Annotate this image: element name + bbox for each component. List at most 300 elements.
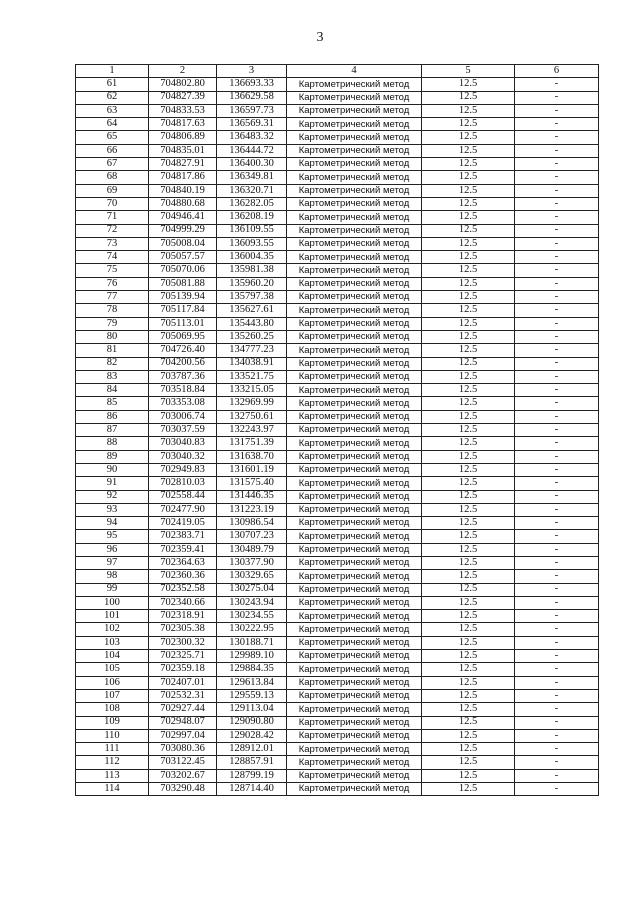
- x-coordinate-cell: 703787.36: [149, 370, 217, 383]
- note-cell: -: [515, 118, 599, 131]
- note-cell: -: [515, 743, 599, 756]
- accuracy-cell: 12.5: [422, 304, 515, 317]
- table-row: [76, 304, 599, 317]
- accuracy-cell: 12.5: [422, 676, 515, 689]
- note-cell: -: [515, 104, 599, 117]
- method-cell: Картометрический метод: [287, 596, 422, 609]
- note-cell: -: [515, 144, 599, 157]
- note-cell: -: [515, 530, 599, 543]
- point-number-cell: 74: [76, 251, 149, 264]
- point-number-cell: 104: [76, 650, 149, 663]
- point-number-cell: 94: [76, 517, 149, 530]
- method-cell: Картометрический метод: [287, 543, 422, 556]
- table-row: [76, 729, 599, 742]
- accuracy-cell: 12.5: [422, 370, 515, 383]
- accuracy-cell: 12.5: [422, 78, 515, 91]
- x-coordinate-cell: 702383.71: [149, 530, 217, 543]
- y-coordinate-cell: 130275.04: [217, 583, 287, 596]
- table-row: [76, 503, 599, 516]
- y-coordinate-cell: 135627.61: [217, 304, 287, 317]
- table-row: [76, 197, 599, 210]
- y-coordinate-cell: 130222.95: [217, 623, 287, 636]
- x-coordinate-cell: 705117.84: [149, 304, 217, 317]
- y-coordinate-cell: 131446.35: [217, 490, 287, 503]
- method-cell: Картометрический метод: [287, 530, 422, 543]
- method-cell: Картометрический метод: [287, 104, 422, 117]
- point-number-cell: 100: [76, 596, 149, 609]
- method-cell: Картометрический метод: [287, 783, 422, 796]
- point-number-cell: 66: [76, 144, 149, 157]
- x-coordinate-cell: 704817.86: [149, 171, 217, 184]
- accuracy-cell: 12.5: [422, 703, 515, 716]
- note-cell: -: [515, 211, 599, 224]
- x-coordinate-cell: 704835.01: [149, 144, 217, 157]
- point-number-cell: 93: [76, 503, 149, 516]
- method-cell: Картометрический метод: [287, 676, 422, 689]
- accuracy-cell: 12.5: [422, 330, 515, 343]
- accuracy-cell: 12.5: [422, 490, 515, 503]
- point-number-cell: 83: [76, 370, 149, 383]
- y-coordinate-cell: 136093.55: [217, 237, 287, 250]
- point-number-cell: 102: [76, 623, 149, 636]
- method-cell: Картометрический метод: [287, 703, 422, 716]
- note-cell: -: [515, 703, 599, 716]
- x-coordinate-cell: 703122.45: [149, 756, 217, 769]
- table-row: [76, 463, 599, 476]
- method-cell: Картометрический метод: [287, 317, 422, 330]
- note-cell: -: [515, 437, 599, 450]
- method-cell: Картометрический метод: [287, 78, 422, 91]
- x-coordinate-cell: 703353.08: [149, 397, 217, 410]
- method-cell: Картометрический метод: [287, 410, 422, 423]
- point-number-cell: 61: [76, 78, 149, 91]
- note-cell: -: [515, 237, 599, 250]
- table-row: [76, 397, 599, 410]
- point-number-cell: 98: [76, 570, 149, 583]
- column-header-4: 4: [287, 65, 422, 78]
- accuracy-cell: 12.5: [422, 104, 515, 117]
- accuracy-cell: 12.5: [422, 410, 515, 423]
- table-row: [76, 264, 599, 277]
- point-number-cell: 65: [76, 131, 149, 144]
- accuracy-cell: 12.5: [422, 689, 515, 702]
- x-coordinate-cell: 705069.95: [149, 330, 217, 343]
- method-cell: Картометрический метод: [287, 344, 422, 357]
- column-header-3: 3: [217, 65, 287, 78]
- accuracy-cell: 12.5: [422, 623, 515, 636]
- y-coordinate-cell: 136444.72: [217, 144, 287, 157]
- point-number-cell: 85: [76, 397, 149, 410]
- table-row: [76, 716, 599, 729]
- point-number-cell: 77: [76, 291, 149, 304]
- table-row: [76, 703, 599, 716]
- x-coordinate-cell: 703040.32: [149, 450, 217, 463]
- y-coordinate-cell: 129613.84: [217, 676, 287, 689]
- method-cell: Картометрический метод: [287, 224, 422, 237]
- point-number-cell: 99: [76, 583, 149, 596]
- method-cell: Картометрический метод: [287, 689, 422, 702]
- table-header: [76, 65, 599, 78]
- accuracy-cell: 12.5: [422, 131, 515, 144]
- accuracy-cell: 12.5: [422, 344, 515, 357]
- x-coordinate-cell: 702407.01: [149, 676, 217, 689]
- method-cell: Картометрический метод: [287, 556, 422, 569]
- y-coordinate-cell: 130329.65: [217, 570, 287, 583]
- method-cell: Картометрический метод: [287, 477, 422, 490]
- x-coordinate-cell: 702997.04: [149, 729, 217, 742]
- method-cell: Картометрический метод: [287, 370, 422, 383]
- point-number-cell: 111: [76, 743, 149, 756]
- note-cell: -: [515, 583, 599, 596]
- table-row: [76, 689, 599, 702]
- y-coordinate-cell: 136693.33: [217, 78, 287, 91]
- note-cell: -: [515, 756, 599, 769]
- point-number-cell: 88: [76, 437, 149, 450]
- point-number-cell: 91: [76, 477, 149, 490]
- y-coordinate-cell: 135260.25: [217, 330, 287, 343]
- accuracy-cell: 12.5: [422, 91, 515, 104]
- table-row: [76, 330, 599, 343]
- y-coordinate-cell: 136569.31: [217, 118, 287, 131]
- table-row: [76, 583, 599, 596]
- y-coordinate-cell: 135443.80: [217, 317, 287, 330]
- method-cell: Картометрический метод: [287, 144, 422, 157]
- x-coordinate-cell: 704817.63: [149, 118, 217, 131]
- method-cell: Картометрический метод: [287, 503, 422, 516]
- x-coordinate-cell: 705139.94: [149, 291, 217, 304]
- note-cell: -: [515, 197, 599, 210]
- method-cell: Картометрический метод: [287, 184, 422, 197]
- x-coordinate-cell: 703518.84: [149, 384, 217, 397]
- column-header-1: 1: [76, 65, 149, 78]
- note-cell: -: [515, 477, 599, 490]
- accuracy-cell: 12.5: [422, 663, 515, 676]
- note-cell: -: [515, 91, 599, 104]
- accuracy-cell: 12.5: [422, 118, 515, 131]
- method-cell: Картометрический метод: [287, 171, 422, 184]
- accuracy-cell: 12.5: [422, 424, 515, 437]
- y-coordinate-cell: 136629.58: [217, 91, 287, 104]
- x-coordinate-cell: 705113.01: [149, 317, 217, 330]
- note-cell: -: [515, 610, 599, 623]
- note-cell: -: [515, 384, 599, 397]
- accuracy-cell: 12.5: [422, 463, 515, 476]
- table-row: [76, 783, 599, 796]
- x-coordinate-cell: 702810.03: [149, 477, 217, 490]
- x-coordinate-cell: 704833.53: [149, 104, 217, 117]
- point-number-cell: 95: [76, 530, 149, 543]
- accuracy-cell: 12.5: [422, 197, 515, 210]
- note-cell: -: [515, 676, 599, 689]
- table-row: [76, 171, 599, 184]
- accuracy-cell: 12.5: [422, 184, 515, 197]
- note-cell: -: [515, 636, 599, 649]
- table-row: [76, 543, 599, 556]
- table-row: [76, 676, 599, 689]
- y-coordinate-cell: 136320.71: [217, 184, 287, 197]
- point-number-cell: 80: [76, 330, 149, 343]
- point-number-cell: 70: [76, 197, 149, 210]
- x-coordinate-cell: 702340.66: [149, 596, 217, 609]
- table-row: [76, 437, 599, 450]
- method-cell: Картометрический метод: [287, 729, 422, 742]
- coordinates-table: [75, 64, 599, 796]
- header-row: [76, 65, 599, 78]
- y-coordinate-cell: 135797.38: [217, 291, 287, 304]
- accuracy-cell: 12.5: [422, 543, 515, 556]
- method-cell: Картометрический метод: [287, 636, 422, 649]
- accuracy-cell: 12.5: [422, 596, 515, 609]
- accuracy-cell: 12.5: [422, 144, 515, 157]
- method-cell: Картометрический метод: [287, 357, 422, 370]
- x-coordinate-cell: 704200.56: [149, 357, 217, 370]
- table-row: [76, 184, 599, 197]
- y-coordinate-cell: 134777.23: [217, 344, 287, 357]
- point-number-cell: 114: [76, 783, 149, 796]
- x-coordinate-cell: 702927.44: [149, 703, 217, 716]
- y-coordinate-cell: 136282.05: [217, 197, 287, 210]
- note-cell: -: [515, 729, 599, 742]
- table-row: [76, 570, 599, 583]
- y-coordinate-cell: 130489.79: [217, 543, 287, 556]
- point-number-cell: 78: [76, 304, 149, 317]
- table-row: [76, 663, 599, 676]
- y-coordinate-cell: 129028.42: [217, 729, 287, 742]
- method-cell: Картометрический метод: [287, 517, 422, 530]
- table-row: [76, 251, 599, 264]
- accuracy-cell: 12.5: [422, 716, 515, 729]
- x-coordinate-cell: 702360.36: [149, 570, 217, 583]
- method-cell: Картометрический метод: [287, 291, 422, 304]
- y-coordinate-cell: 131223.19: [217, 503, 287, 516]
- point-number-cell: 112: [76, 756, 149, 769]
- x-coordinate-cell: 704999.29: [149, 224, 217, 237]
- table-row: [76, 291, 599, 304]
- y-coordinate-cell: 130243.94: [217, 596, 287, 609]
- note-cell: -: [515, 224, 599, 237]
- x-coordinate-cell: 702532.31: [149, 689, 217, 702]
- method-cell: Картометрический метод: [287, 330, 422, 343]
- table-row: [76, 158, 599, 171]
- point-number-cell: 73: [76, 237, 149, 250]
- y-coordinate-cell: 129884.35: [217, 663, 287, 676]
- note-cell: -: [515, 769, 599, 782]
- accuracy-cell: 12.5: [422, 211, 515, 224]
- x-coordinate-cell: 704827.91: [149, 158, 217, 171]
- note-cell: -: [515, 277, 599, 290]
- note-cell: -: [515, 131, 599, 144]
- method-cell: Картометрический метод: [287, 650, 422, 663]
- method-cell: Картометрический метод: [287, 490, 422, 503]
- point-number-cell: 69: [76, 184, 149, 197]
- accuracy-cell: 12.5: [422, 277, 515, 290]
- accuracy-cell: 12.5: [422, 583, 515, 596]
- x-coordinate-cell: 705057.57: [149, 251, 217, 264]
- x-coordinate-cell: 702300.32: [149, 636, 217, 649]
- table-row: [76, 450, 599, 463]
- table-row: [76, 144, 599, 157]
- y-coordinate-cell: 131601.19: [217, 463, 287, 476]
- y-coordinate-cell: 136208.19: [217, 211, 287, 224]
- x-coordinate-cell: 702359.41: [149, 543, 217, 556]
- accuracy-cell: 12.5: [422, 517, 515, 530]
- method-cell: Картометрический метод: [287, 756, 422, 769]
- accuracy-cell: 12.5: [422, 503, 515, 516]
- x-coordinate-cell: 702352.58: [149, 583, 217, 596]
- point-number-cell: 81: [76, 344, 149, 357]
- method-cell: Картометрический метод: [287, 610, 422, 623]
- table-row: [76, 623, 599, 636]
- accuracy-cell: 12.5: [422, 158, 515, 171]
- table-row: [76, 370, 599, 383]
- method-cell: Картометрический метод: [287, 397, 422, 410]
- point-number-cell: 87: [76, 424, 149, 437]
- accuracy-cell: 12.5: [422, 769, 515, 782]
- x-coordinate-cell: 702325.71: [149, 650, 217, 663]
- note-cell: -: [515, 291, 599, 304]
- x-coordinate-cell: 705070.06: [149, 264, 217, 277]
- method-cell: Картометрический метод: [287, 424, 422, 437]
- table-row: [76, 91, 599, 104]
- y-coordinate-cell: 128912.01: [217, 743, 287, 756]
- x-coordinate-cell: 704806.89: [149, 131, 217, 144]
- method-cell: Картометрический метод: [287, 304, 422, 317]
- note-cell: -: [515, 251, 599, 264]
- note-cell: -: [515, 783, 599, 796]
- accuracy-cell: 12.5: [422, 556, 515, 569]
- y-coordinate-cell: 136400.30: [217, 158, 287, 171]
- x-coordinate-cell: 704827.39: [149, 91, 217, 104]
- accuracy-cell: 12.5: [422, 530, 515, 543]
- note-cell: -: [515, 556, 599, 569]
- accuracy-cell: 12.5: [422, 650, 515, 663]
- x-coordinate-cell: 703006.74: [149, 410, 217, 423]
- page-number: 3: [316, 30, 324, 45]
- x-coordinate-cell: 704726.40: [149, 344, 217, 357]
- x-coordinate-cell: 705008.04: [149, 237, 217, 250]
- table-row: [76, 410, 599, 423]
- point-number-cell: 97: [76, 556, 149, 569]
- y-coordinate-cell: 132243.97: [217, 424, 287, 437]
- accuracy-cell: 12.5: [422, 610, 515, 623]
- method-cell: Картометрический метод: [287, 251, 422, 264]
- point-number-cell: 63: [76, 104, 149, 117]
- note-cell: -: [515, 78, 599, 91]
- note-cell: -: [515, 424, 599, 437]
- x-coordinate-cell: 702305.38: [149, 623, 217, 636]
- accuracy-cell: 12.5: [422, 783, 515, 796]
- note-cell: -: [515, 490, 599, 503]
- note-cell: -: [515, 357, 599, 370]
- y-coordinate-cell: 133521.75: [217, 370, 287, 383]
- accuracy-cell: 12.5: [422, 384, 515, 397]
- y-coordinate-cell: 130707.23: [217, 530, 287, 543]
- accuracy-cell: 12.5: [422, 756, 515, 769]
- method-cell: Картометрический метод: [287, 437, 422, 450]
- x-coordinate-cell: 704946.41: [149, 211, 217, 224]
- method-cell: Картометрический метод: [287, 118, 422, 131]
- accuracy-cell: 12.5: [422, 251, 515, 264]
- column-header-6: 6: [515, 65, 599, 78]
- accuracy-cell: 12.5: [422, 450, 515, 463]
- point-number-cell: 82: [76, 357, 149, 370]
- point-number-cell: 71: [76, 211, 149, 224]
- method-cell: Картометрический метод: [287, 91, 422, 104]
- table-row: [76, 477, 599, 490]
- point-number-cell: 79: [76, 317, 149, 330]
- point-number-cell: 113: [76, 769, 149, 782]
- point-number-cell: 62: [76, 91, 149, 104]
- x-coordinate-cell: 703037.59: [149, 424, 217, 437]
- point-number-cell: 72: [76, 224, 149, 237]
- x-coordinate-cell: 702359.18: [149, 663, 217, 676]
- point-number-cell: 89: [76, 450, 149, 463]
- y-coordinate-cell: 133215.05: [217, 384, 287, 397]
- note-cell: -: [515, 370, 599, 383]
- note-cell: -: [515, 158, 599, 171]
- point-number-cell: 75: [76, 264, 149, 277]
- accuracy-cell: 12.5: [422, 743, 515, 756]
- note-cell: -: [515, 596, 599, 609]
- y-coordinate-cell: 132969.99: [217, 397, 287, 410]
- y-coordinate-cell: 135981.38: [217, 264, 287, 277]
- table-row: [76, 650, 599, 663]
- table-row: [76, 277, 599, 290]
- y-coordinate-cell: 135960.20: [217, 277, 287, 290]
- method-cell: Картометрический метод: [287, 743, 422, 756]
- point-number-cell: 64: [76, 118, 149, 131]
- x-coordinate-cell: 705081.88: [149, 277, 217, 290]
- point-number-cell: 92: [76, 490, 149, 503]
- point-number-cell: 103: [76, 636, 149, 649]
- point-number-cell: 84: [76, 384, 149, 397]
- x-coordinate-cell: 702318.91: [149, 610, 217, 623]
- note-cell: -: [515, 503, 599, 516]
- note-cell: -: [515, 570, 599, 583]
- table-row: [76, 636, 599, 649]
- y-coordinate-cell: 128714.40: [217, 783, 287, 796]
- point-number-cell: 108: [76, 703, 149, 716]
- accuracy-cell: 12.5: [422, 357, 515, 370]
- note-cell: -: [515, 543, 599, 556]
- accuracy-cell: 12.5: [422, 636, 515, 649]
- point-number-cell: 90: [76, 463, 149, 476]
- x-coordinate-cell: 704840.19: [149, 184, 217, 197]
- x-coordinate-cell: 702949.83: [149, 463, 217, 476]
- note-cell: -: [515, 304, 599, 317]
- note-cell: -: [515, 623, 599, 636]
- table-row: [76, 769, 599, 782]
- y-coordinate-cell: 136109.55: [217, 224, 287, 237]
- y-coordinate-cell: 132750.61: [217, 410, 287, 423]
- method-cell: Картометрический метод: [287, 570, 422, 583]
- y-coordinate-cell: 130986.54: [217, 517, 287, 530]
- y-coordinate-cell: 130377.90: [217, 556, 287, 569]
- x-coordinate-cell: 704880.68: [149, 197, 217, 210]
- y-coordinate-cell: 129090.80: [217, 716, 287, 729]
- point-number-cell: 68: [76, 171, 149, 184]
- method-cell: Картометрический метод: [287, 158, 422, 171]
- x-coordinate-cell: 702419.05: [149, 517, 217, 530]
- method-cell: Картометрический метод: [287, 211, 422, 224]
- table-row: [76, 357, 599, 370]
- table-row: [76, 384, 599, 397]
- point-number-cell: 109: [76, 716, 149, 729]
- accuracy-cell: 12.5: [422, 291, 515, 304]
- accuracy-cell: 12.5: [422, 237, 515, 250]
- y-coordinate-cell: 128857.91: [217, 756, 287, 769]
- method-cell: Картометрический метод: [287, 450, 422, 463]
